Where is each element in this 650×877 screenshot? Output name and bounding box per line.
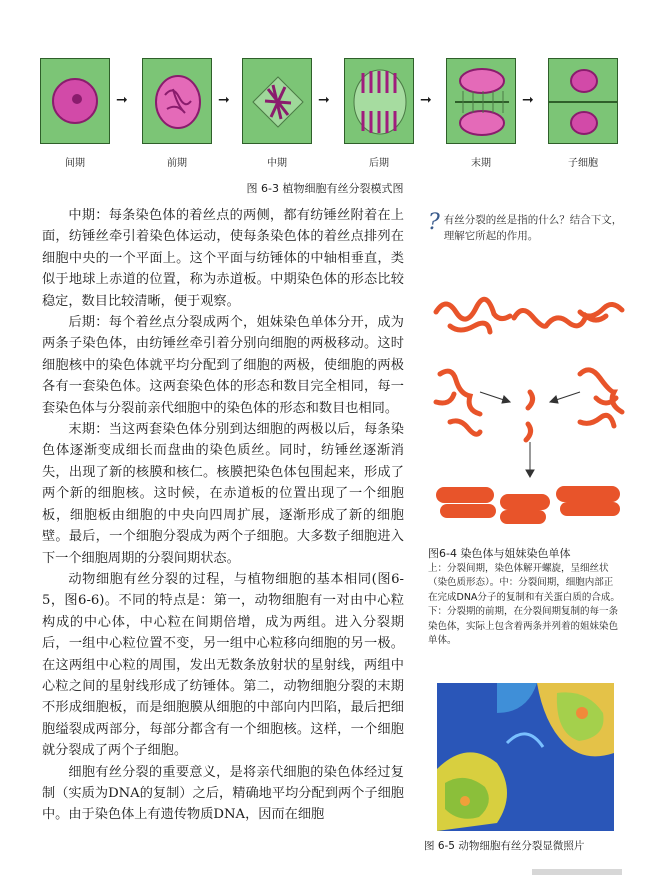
arrow-icon: ➞ <box>218 92 230 108</box>
question-mark-icon: ? <box>428 210 440 235</box>
cell-diagram <box>142 58 212 144</box>
body-text <box>42 205 404 826</box>
arrow-icon: ➞ <box>116 92 128 108</box>
stage-label: 后期 <box>369 158 389 169</box>
stage-prophase <box>142 58 212 169</box>
cell-diagram <box>548 58 618 144</box>
arrow-icon: ➞ <box>522 92 534 108</box>
stage-telophase <box>446 58 516 169</box>
figure-6-4-title: 图6-4 染色体与姐妹染色单体 <box>428 547 571 560</box>
sidebar-question <box>428 212 628 244</box>
stage-label: 子细胞 <box>568 158 598 169</box>
paragraph-metaphase: 中期：每条染色体的着丝点的两侧，都有纺锤丝附着在上面，纺锤丝牵引着染色体运动，使每条染色体的着丝点排列在细胞中央的一个平面上。这个平面与纺锤体的中轴相垂直，类似于地球上赤道的位置，称为赤道板。中期染色体的形态比较稳定，数目比较清晰，便于观察。 <box>42 208 404 309</box>
cell-diagram <box>344 58 414 144</box>
cell-diagram <box>446 58 516 144</box>
paragraph-animal-cell: 动物细胞有丝分裂的过程，与植物细胞的基本相同(图6-5，图6-6)。不同的特点是：第一，动物细胞有一对由中心粒构成的中心体，中心粒在间期倍增，成为两组。进入分裂期后，一组中心粒位置不变，另一组中心粒移向细胞的另一极。在这两组中心粒的周围，发出无数条放射状的星射线，两组中心粒之间的星射线形成了纺锤体。第二，动物细胞分裂的末期不形成细胞板，而是细胞膜从细胞的中部向内凹陷，最后把细胞缢裂成两部分，每部分都含有一个细胞核。这样，一个细胞就分裂成了两个子细胞。 <box>42 571 404 759</box>
figure-6-4-caption <box>428 547 622 649</box>
figure-6-5-micrograph <box>437 683 614 831</box>
figure-caption: 图 6-3 植物细胞有丝分裂模式图 <box>246 182 404 195</box>
figure-6-3 <box>40 58 620 170</box>
stage-interphase <box>40 58 110 169</box>
page-footer-bar <box>532 869 622 875</box>
cell-diagram <box>40 58 110 144</box>
stage-anaphase <box>344 58 414 169</box>
paragraph-telophase: 末期：当这两套染色体分别到达细胞的两极以后，每条染色体逐渐变成细长而盘曲的染色质丝。同时，纺锤丝逐渐消失，出现了新的核膜和核仁。核膜把染色体包围起来，形成了两个新的细胞核。这时候，在赤道板的位置出现了一个细胞板，细胞板由细胞的中央向四周扩展，逐渐形成了新的细胞壁。最后，一个细胞分裂成为两个子细胞。大多数子细胞进入下一个细胞周期的分裂间期状态。 <box>42 422 404 566</box>
cell-diagram <box>242 58 312 144</box>
question-text: 有丝分裂的丝是指的什么？结合下文，理解它所起的作用。 <box>443 214 623 242</box>
stage-label: 前期 <box>167 158 187 169</box>
stage-metaphase <box>242 58 312 169</box>
stage-label: 中期 <box>267 158 287 169</box>
arrow-icon: ➞ <box>318 92 330 108</box>
figure-6-4-illustration <box>430 282 630 542</box>
stage-daughter-cells <box>548 58 618 169</box>
paragraph-anaphase: 后期：每个着丝点分裂成两个，姐妹染色单体分开，成为两条子染色体，由纺锤丝牵引着分别向细胞的两极移动。这时细胞核中的染色体就平均分配到了细胞的两极，使细胞的两极各有一套染色体。这两套染色体的形态和数目完全相同，每一套染色体与分裂前亲代细胞中的染色体的形态和数目也相同。 <box>42 315 404 416</box>
stage-label: 间期 <box>65 158 85 169</box>
arrow-icon: ➞ <box>420 92 432 108</box>
paragraph-significance: 细胞有丝分裂的重要意义，是将亲代细胞的染色体经过复制（实质为DNA的复制）之后，精确地平均分配到两个子细胞中。由于染色体上有遗传物质DNA，因而在细胞 <box>42 764 404 823</box>
figure-6-4-description: 上：分裂间期，染色体解开螺旋，呈细丝状（染色质形态）。中：分裂间期，细胞内部正在完成DNA分子的复制和有关蛋白质的合成。下：分裂期的前期，在分裂间期复制的每一条染色体，实际上包含着两条并列着的姐妹染色单体。 <box>428 562 620 646</box>
figure-6-5-caption: 图 6-5 动物细胞有丝分裂显微照片 <box>424 840 585 852</box>
stage-label: 末期 <box>471 158 491 169</box>
